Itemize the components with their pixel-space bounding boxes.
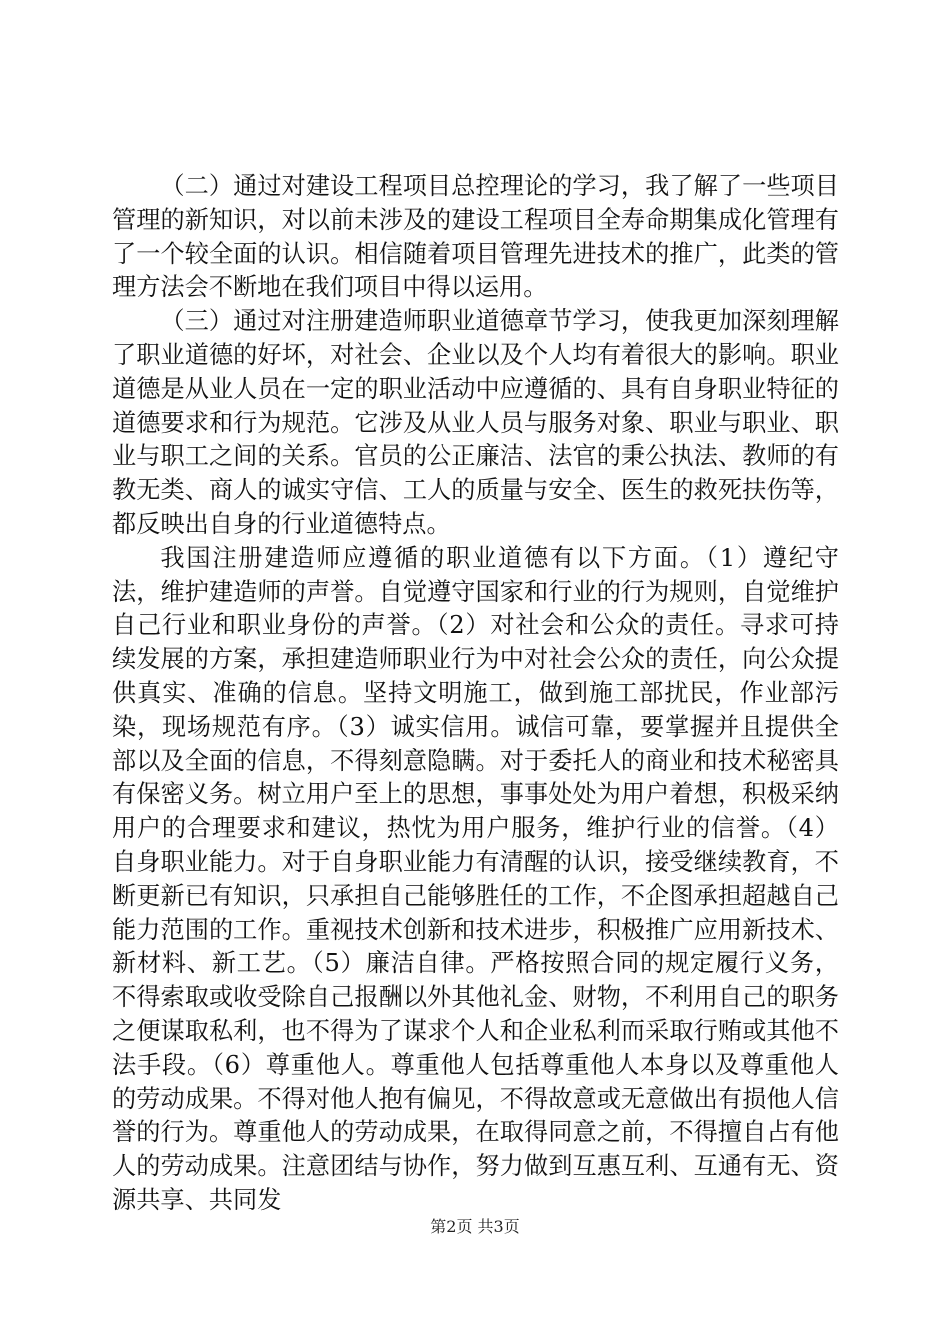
- document-body: [112, 170, 839, 1218]
- paragraph-ethics-list: 我国注册建造师应遵循的职业道德有以下方面。（1）遵纪守法，维护建造师的声誉。自觉遵守国家和行业的行为规则，自觉维护自己行业和职业身份的声誉。（2）对社会和公众的责任。寻求可持续发展的方案，承担建造师职业行为中对社会公众的责任，向公众提供真实、准确的信息。坚持文明施工，做到施工部扰民，作业部污染，现场规范有序。（3）诚实信用。诚信可靠，要掌握并且提供全部以及全面的信息，不得刻意隐瞒。对于委托人的商业和技术秘密具有保密义务。树立用户至上的思想，事事处处为用户着想，积极采纳用户的合理要求和建议，热忱为用户服务，维护行业的信誉。（4）自身职业能力。对于自身职业能力有清醒的认识，接受继续教育，不断更新已有知识，只承担自己能够胜任的工作，不企图承担超越自己能力范围的工作。重视技术创新和技术进步，积极推广应用新技术、新材料、新工艺。（5）廉洁自律。严格按照合同的规定履行义务，不得索取或收受除自己报酬以外其他礼金、财物，不利用自己的职务之便谋取私利，也不得为了谋求个人和企业私利而采取行贿或其他不法手段。（6）尊重他人。尊重他人包括尊重他人本身以及尊重他人的劳动成果。不得对他人抱有偏见，不得故意或无意做出有损他人信誉的行为。尊重他人的劳动成果，在取得同意之前，不得擅自占有他人的劳动成果。注意团结与协作，努力做到互惠互利、互通有无、资源共享、共同发: [112, 543, 839, 1214]
- paragraph-2: （二）通过对建设工程项目总控理论的学习，我了解了一些项目管理的新知识，对以前未涉及的建设工程项目全寿命期集成化管理有了一个较全面的认识。相信随着项目管理先进技术的推广，此类的管理方法会不断地在我们项目中得以运用。: [112, 172, 839, 302]
- page-number-footer: 第2页 共3页: [430, 1217, 520, 1236]
- paragraph-3: （三）通过对注册建造师职业道德章节学习，使我更加深刻理解了职业道德的好坏，对社会、企业以及个人均有着很大的影响。职业道德是从业人员在一定的职业活动中应遵循的、具有自身职业特征的道德要求和行为规范。它涉及从业人员与服务对象、职业与职业、职业与职工之间的关系。官员的公正廉洁、法官的秉公执法、教师的有教无类、商人的诚实守信、工人的质量与安全、医生的救死扶伤等，都反映出自身的行业道德特点。: [112, 307, 839, 538]
